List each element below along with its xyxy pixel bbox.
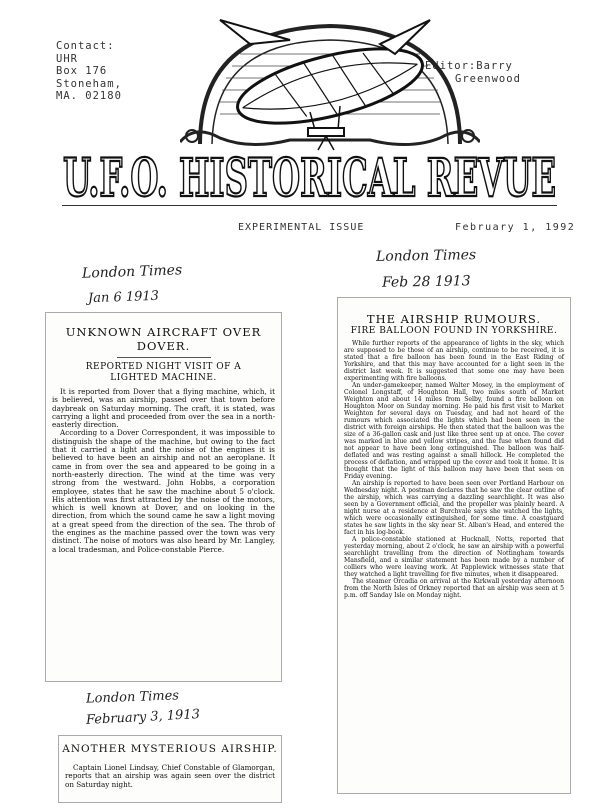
handwritten-source: London Times	[375, 247, 477, 265]
clipping-headline: THE AIRSHIP RUMOURS.	[366, 312, 542, 326]
clipping-headline: UNKNOWN AIRCRAFT OVER DOVER.	[65, 325, 262, 353]
clipping-paragraph: A police-constable stationed at Hucknall, Notts, reported that yesterday morning, about 2 o'clock, he saw an airship with a powerful searchlight travelling from the direction of Nottingham towards Mansfield, and a similar statement has been made by a number of colliers who were leaving work. At Papplewick witnesses state that they watched a light travelling for five minutes, when it disappeared.	[344, 536, 564, 578]
news-clipping-dover	[45, 312, 282, 682]
clipping-paragraph: An airship is reported to have been seen over Portland Harbour on Wednesday night. A postman declares that he saw the clear outline of the airship, which was carrying a dazzling searchlight. It was also seen by a Government official, and the propeller was plainly heard. A night nurse at a residence at Burchvale says she watched the lights, which were occasionally extinguished, for some time. A coastguard states he saw lights in the sky near St. Alban's Head, and entered the fact in his log-book.	[344, 480, 564, 536]
contact-line: MA. 02180	[56, 90, 122, 102]
issue-label: EXPERIMENTAL ISSUE	[238, 222, 365, 233]
handwritten-source: London Times	[81, 262, 183, 282]
clipping-subhead: REPORTED NIGHT VISIT OF A LIGHTED MACHINE.	[85, 362, 242, 383]
handwritten-source: London Times	[85, 688, 180, 707]
contact-line: Box 176	[56, 65, 108, 77]
svg-text:U.F.O. HISTORICAL REVUE: U.F.O. HISTORICAL REVUE	[63, 150, 556, 202]
clipping-paragraph: It is reported from Dover that a flying machine, which, it is believed, was an airship, passed over that town before daybreak on Saturday morning. The craft, it is stated, was carrying a light and proceeded from over the sea in a north-easterly direction.	[52, 387, 275, 430]
issue-date: February 1, 1992	[455, 222, 576, 233]
clipping-divider	[117, 357, 211, 358]
clipping-paragraph: While further reports of the appearance of lights in the sky, which are supposed to be those of an airship, continue to be received, it is stated that a fire balloon has been found in the East Riding of Yorkshire, and that this may have accounted for a light seen in the district last week. It is suggested that some one may have been experimenting with fire balloons.	[344, 340, 564, 382]
contact-block	[56, 40, 122, 103]
masthead-title	[62, 150, 557, 202]
clipping-paragraph: An under-gamekeeper, named Walter Mosey, in the employment of Colonel Longstaff, of Houghton Hall, two miles south of Market Weighton and about 14 miles from Selby, found a fire balloon on Houghton Moor on Sunday morning. He paid his first visit to Market Weighton for several days on Tuesday, and had not heard of the rumours which associated the lights which had been seen in the district with foreign airships. He then stated that the balloon was the size of a 36-gallon cask and just like three sent up at once. The cover was marked in blue and yellow stripes, and the fuse when found did not appear to have been long extinguished. The balloon was half-deflated and was resting against a small hillock. He completed the process of deflation, and wrapped up the cover and took it home. It is thought that the light of this balloon may have been that seen on Friday evening.	[344, 382, 564, 480]
contact-label: Contact:	[56, 40, 115, 52]
handwritten-date: Feb 28 1913	[381, 273, 471, 291]
news-clipping-mysterious-airship	[58, 735, 282, 803]
clipping-paragraph: The steamer Orcadia on arrival at the Kirkwall yesterday afternoon from the North Isles of Orkney reported that an airship was seen at 5 p.m. off Sanday Isle on Monday night.	[344, 578, 564, 599]
contact-line: Stoneham,	[56, 77, 122, 90]
contact-line: UHR	[56, 52, 78, 65]
handwritten-date: Jan 6 1913	[87, 288, 160, 307]
clipping-headline: ANOTHER MYSTERIOUS AIRSHIP.	[62, 743, 278, 755]
handwritten-date: February 3, 1913	[85, 707, 201, 728]
masthead-rule	[62, 205, 557, 206]
clipping-paragraph: According to a Dover Correspondent, it was impossible to distinguish the shape of the machine, but owing to the fact that it carried a light and the noise of the engines it is believed to have been an airship and not an aeroplane. It came in from over the sea and appeared to be going in a north-easterly direction. The wind at the time was very strong from the westward. John Hobbs, a corporation employee, states that he saw the machine about 5 o'clock. His attention was first attracted by the noise of the motors, which is well known at Dover, and on looking in the direction, from which the sound came he saw a light moving at a great speed from the direction of the sea. The throb of the engines as the machine passed over the town was very distinct. The noise of motors was also heard by Mr. Langley, a local tradesman, and Police-constable Pierce.	[52, 428, 275, 554]
editor-line: Greenwood	[455, 72, 521, 85]
clipping-subhead: FIRE BALLOON FOUND IN YORKSHIRE.	[350, 326, 558, 336]
editor-line: Editor:Barry	[425, 60, 513, 72]
news-clipping-airship-rumours	[337, 297, 571, 794]
airship-logo	[180, 14, 480, 154]
clipping-paragraph: Captain Lionel Lindsay, Chief Constable of Glamorgan, reports that an airship was again seen over the district on Saturday night.	[65, 763, 275, 789]
